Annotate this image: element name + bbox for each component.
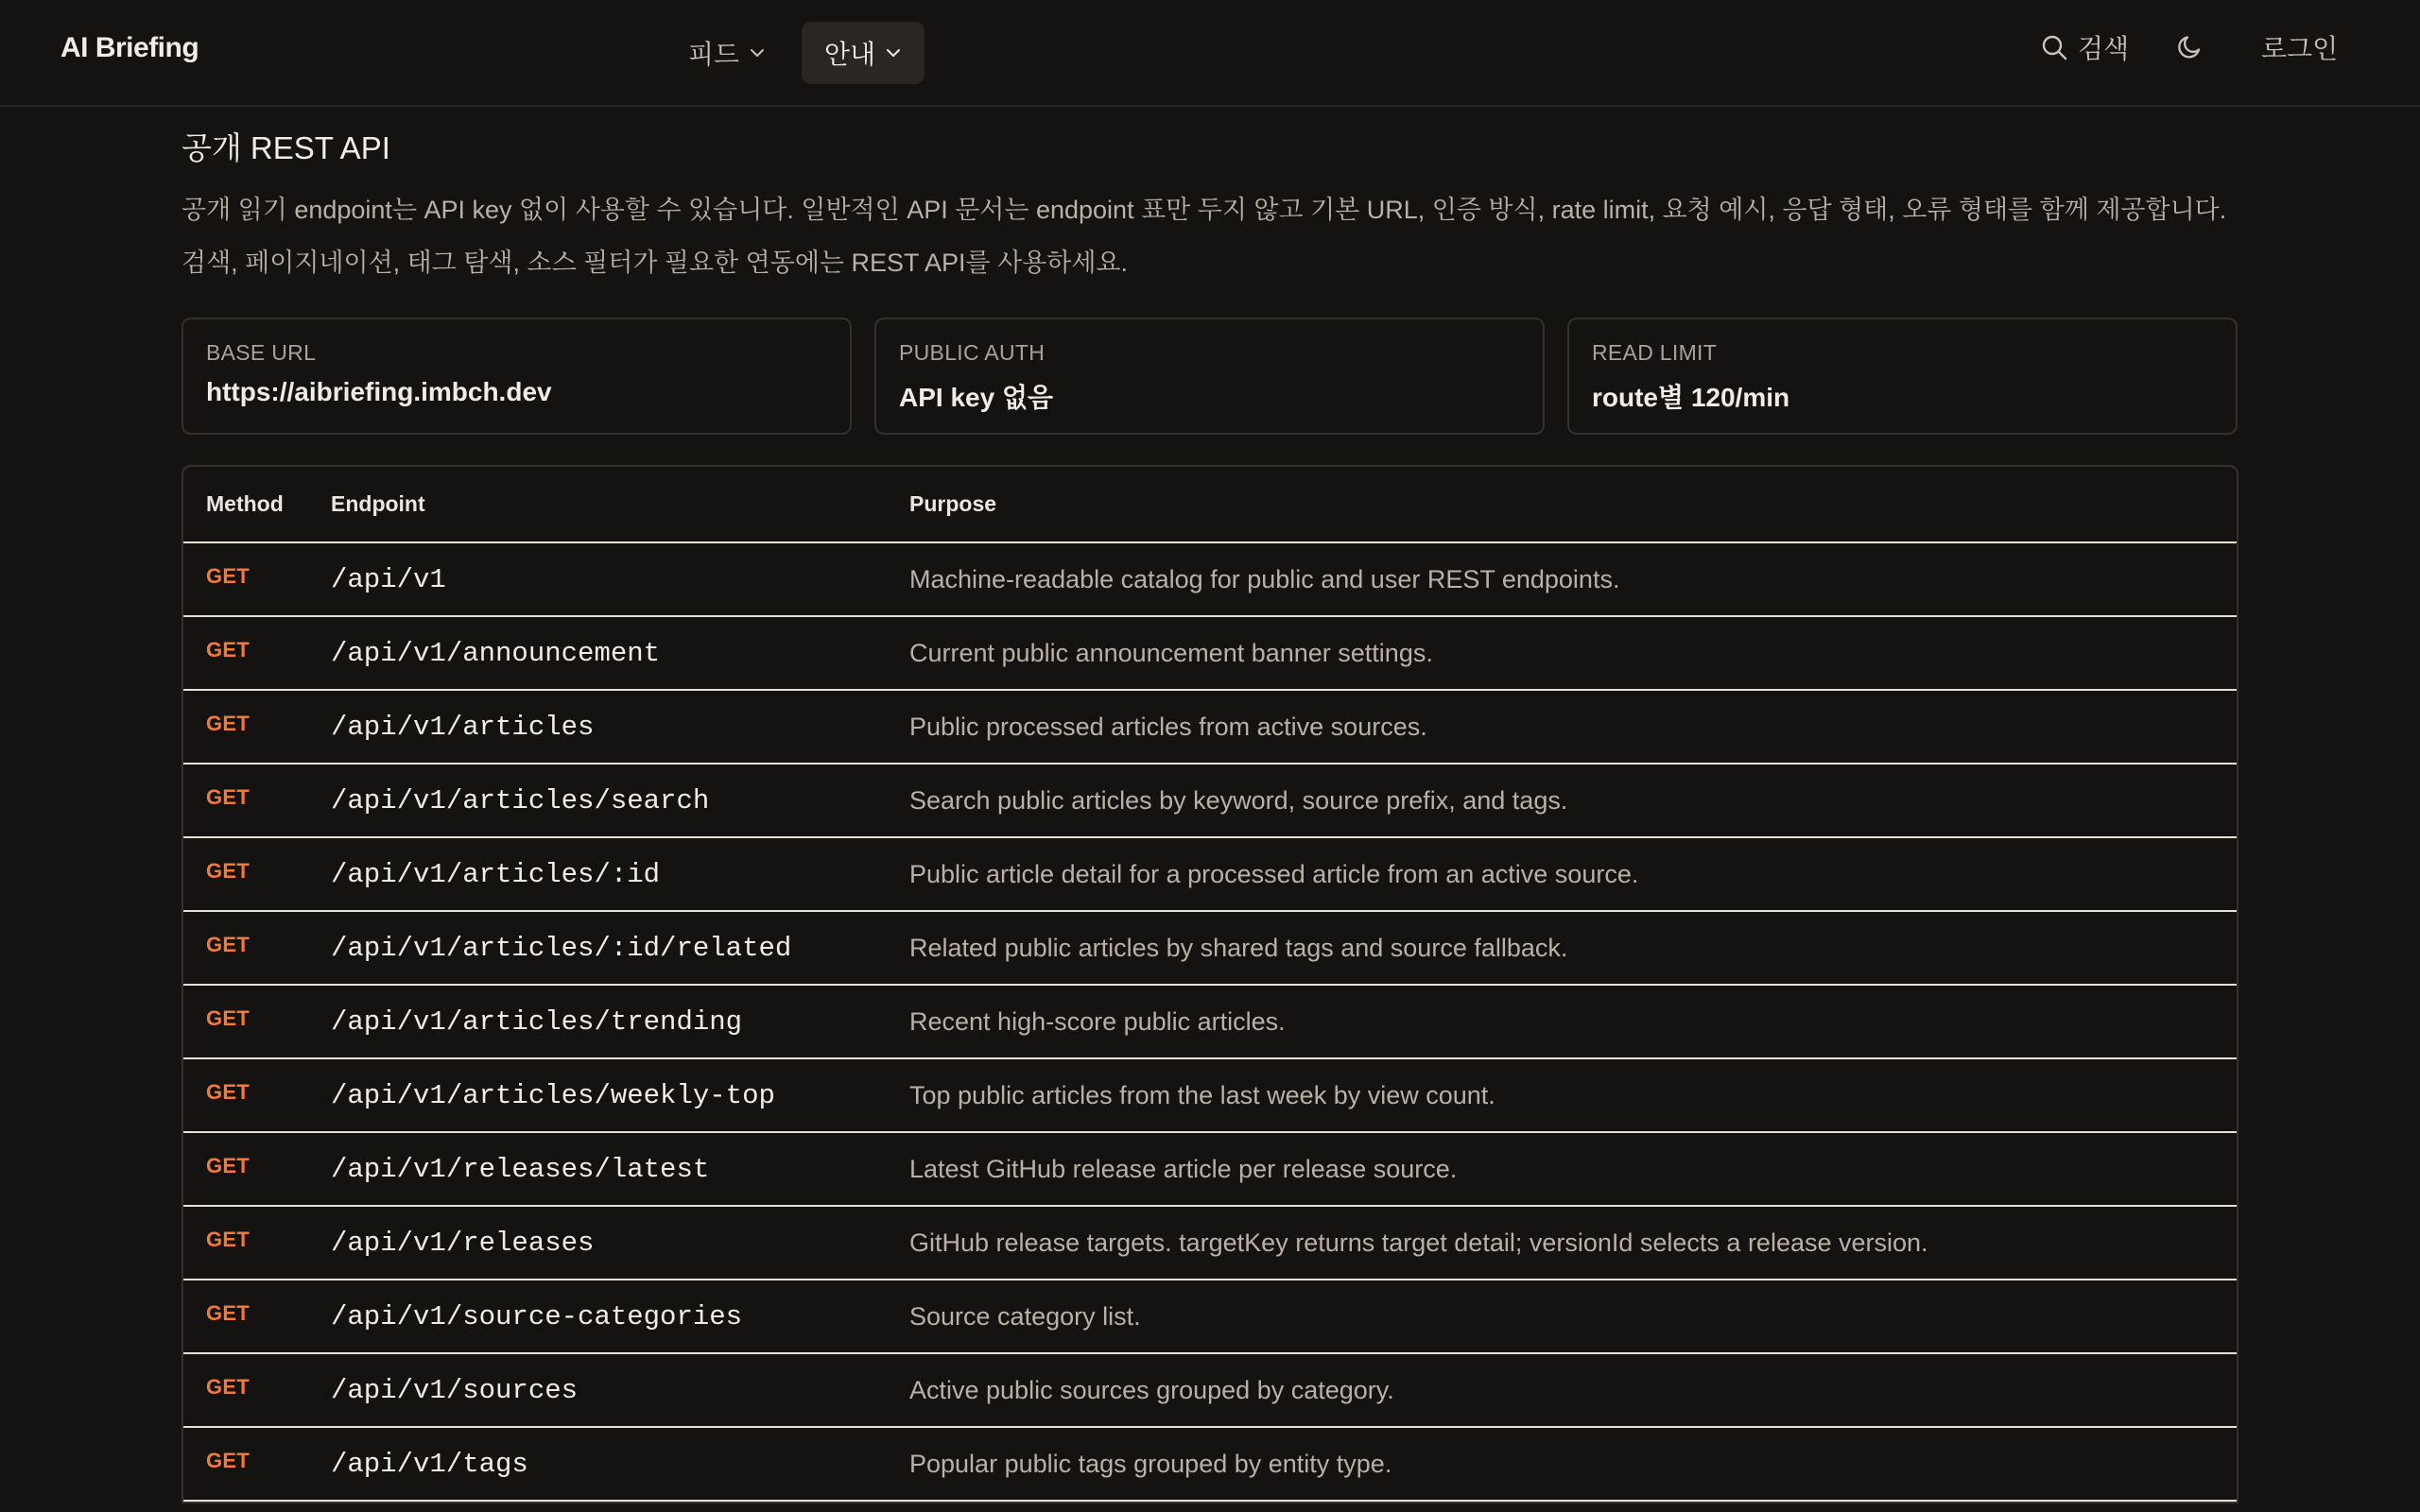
endpoint-purpose: Public article detail for a processed article from an active source. — [909, 859, 1639, 888]
endpoint-cell — [331, 911, 909, 985]
search-label: 검색 — [2078, 34, 2130, 63]
description-line-1: 공개 읽기 endpoint는 API key 없이 사용할 수 있습니다. 일반적인 API 문서는 endpoint 표만 두지 않고 기본 URL, 인증 방식, rate limit, 요청 예시, 응답 형태, 오류 형태를 함께 제공합니다. — [182, 196, 2227, 224]
table-row — [183, 837, 2237, 911]
http-method-badge: GET — [206, 711, 251, 735]
endpoint-cell — [331, 985, 909, 1058]
public-auth-card — [874, 318, 1545, 435]
endpoint-purpose: Related public articles by shared tags and source fallback. — [909, 933, 1568, 962]
card-label: BASE URL — [206, 340, 317, 365]
table-row — [183, 1206, 2237, 1280]
section-title: 공개 REST API — [182, 130, 390, 165]
purpose-cell — [909, 616, 2237, 690]
nav-feed-label: 피드 — [688, 40, 740, 69]
endpoints-table — [183, 467, 2237, 1502]
table-row — [183, 1280, 2237, 1353]
purpose-cell — [909, 837, 2237, 911]
endpoint-path: /api/v1/articles/:id/related — [331, 932, 792, 964]
moon-icon — [2176, 32, 2204, 60]
endpoint-cell — [331, 1280, 909, 1353]
http-method-badge: GET — [206, 784, 251, 809]
endpoint-path: /api/v1/announcement — [331, 637, 661, 669]
endpoint-cell — [331, 1058, 909, 1132]
method-cell — [183, 1427, 331, 1501]
method-cell — [183, 985, 331, 1058]
endpoint-cell — [331, 1206, 909, 1280]
purpose-cell — [909, 1353, 2237, 1427]
nav-feed-dropdown[interactable] — [666, 22, 788, 84]
purpose-cell — [909, 985, 2237, 1058]
endpoint-purpose: Recent high-score public articles. — [909, 1006, 1286, 1036]
endpoint-purpose: Public processed articles from active sources. — [909, 712, 1427, 741]
section-description — [182, 183, 2242, 289]
method-cell — [183, 1058, 331, 1132]
method-cell — [183, 911, 331, 985]
table-row — [183, 690, 2237, 764]
endpoints-table-container — [182, 465, 2238, 1503]
method-cell — [183, 764, 331, 837]
http-method-badge: GET — [206, 858, 251, 883]
http-method-badge: GET — [206, 1448, 251, 1472]
method-cell — [183, 1353, 331, 1427]
purpose-cell — [909, 911, 2237, 985]
endpoint-path: /api/v1/articles — [331, 711, 595, 743]
method-cell — [183, 1280, 331, 1353]
method-cell — [183, 1206, 331, 1280]
search-icon — [2040, 33, 2068, 61]
endpoint-purpose: Top public articles from the last week by view count. — [909, 1080, 1495, 1109]
nav-guide-dropdown[interactable] — [802, 22, 925, 84]
http-method-badge: GET — [206, 637, 251, 662]
endpoint-purpose: Active public sources grouped by category. — [909, 1375, 1394, 1404]
table-row — [183, 1132, 2237, 1206]
card-label: PUBLIC AUTH — [899, 340, 1046, 365]
column-header-method: Method — [183, 467, 331, 542]
chevron-down-icon — [749, 44, 766, 61]
table-row — [183, 985, 2237, 1058]
http-method-badge: GET — [206, 1227, 251, 1251]
table-row — [183, 1353, 2237, 1427]
table-body — [183, 542, 2237, 1501]
endpoint-path: /api/v1/tags — [331, 1448, 528, 1480]
endpoint-path: /api/v1/releases/latest — [331, 1153, 710, 1185]
column-header-endpoint: Endpoint — [331, 467, 909, 542]
method-cell — [183, 837, 331, 911]
table-row — [183, 1427, 2237, 1501]
http-method-badge: GET — [206, 1374, 251, 1399]
endpoint-purpose: Latest GitHub release article per release source. — [909, 1154, 1458, 1183]
endpoint-cell — [331, 1427, 909, 1501]
purpose-cell — [909, 764, 2237, 837]
endpoint-purpose: GitHub release targets. targetKey returns target detail; versionId selects a release version. — [909, 1228, 1928, 1257]
brand-logo-text[interactable]: AI Briefing — [60, 32, 199, 63]
column-header-purpose: Purpose — [909, 467, 2237, 542]
table-header-row — [183, 467, 2237, 542]
read-limit-card — [1567, 318, 2238, 435]
endpoint-cell — [331, 764, 909, 837]
card-value: route별 120/min — [1592, 383, 1790, 412]
table-row — [183, 764, 2237, 837]
endpoint-purpose: Source category list. — [909, 1301, 1141, 1331]
method-cell — [183, 542, 331, 616]
table-row — [183, 616, 2237, 690]
endpoint-path: /api/v1 — [331, 563, 446, 595]
table-row — [183, 542, 2237, 616]
purpose-cell — [909, 1280, 2237, 1353]
login-link[interactable]: 로그인 — [2261, 34, 2339, 63]
purpose-cell — [909, 542, 2237, 616]
purpose-cell — [909, 1058, 2237, 1132]
http-method-badge: GET — [206, 1300, 251, 1325]
endpoint-purpose: Search public articles by keyword, source prefix, and tags. — [909, 785, 1568, 815]
chevron-down-icon — [885, 44, 902, 61]
base-url-card — [182, 318, 852, 435]
method-cell — [183, 1132, 331, 1206]
endpoint-cell — [331, 542, 909, 616]
endpoint-path: /api/v1/releases — [331, 1227, 595, 1259]
nav-guide-label: 안내 — [824, 40, 876, 69]
card-value: API key 없음 — [899, 383, 1054, 412]
purpose-cell — [909, 1132, 2237, 1206]
info-cards — [182, 318, 2238, 435]
http-method-badge: GET — [206, 563, 251, 588]
endpoint-path: /api/v1/articles/search — [331, 784, 710, 816]
table-row — [183, 1058, 2237, 1132]
http-method-badge: GET — [206, 1079, 251, 1104]
card-value: https://aibriefing.imbch.dev — [206, 377, 552, 406]
http-method-badge: GET — [206, 1153, 251, 1177]
table-row — [183, 911, 2237, 985]
method-cell — [183, 690, 331, 764]
endpoint-path: /api/v1/articles/:id — [331, 858, 661, 890]
endpoint-purpose: Current public announcement banner settings. — [909, 638, 1433, 667]
main-content — [182, 107, 2238, 1503]
endpoint-cell — [331, 690, 909, 764]
endpoint-cell — [331, 616, 909, 690]
endpoint-cell — [331, 837, 909, 911]
endpoint-path: /api/v1/source-categories — [331, 1300, 743, 1332]
theme-toggle-button[interactable] — [2176, 28, 2204, 60]
purpose-cell — [909, 1206, 2237, 1280]
description-line-2: 검색, 페이지네이션, 태그 탐색, 소스 필터가 필요한 연동에는 REST API를 사용하세요. — [182, 249, 1129, 277]
endpoint-purpose: Popular public tags grouped by entity type. — [909, 1449, 1392, 1478]
purpose-cell — [909, 1427, 2237, 1501]
top-navigation-bar — [0, 0, 2420, 107]
endpoint-purpose: Machine-readable catalog for public and user REST endpoints. — [909, 564, 1620, 593]
endpoint-cell — [331, 1353, 909, 1427]
search-button[interactable] — [2040, 28, 2129, 66]
method-cell — [183, 616, 331, 690]
http-method-badge: GET — [206, 932, 251, 956]
endpoint-path: /api/v1/articles/trending — [331, 1005, 743, 1038]
endpoint-path: /api/v1/sources — [331, 1374, 579, 1406]
card-label: READ LIMIT — [1592, 340, 1718, 365]
endpoint-cell — [331, 1132, 909, 1206]
purpose-cell — [909, 690, 2237, 764]
endpoint-path: /api/v1/articles/weekly-top — [331, 1079, 775, 1111]
http-method-badge: GET — [206, 1005, 251, 1030]
